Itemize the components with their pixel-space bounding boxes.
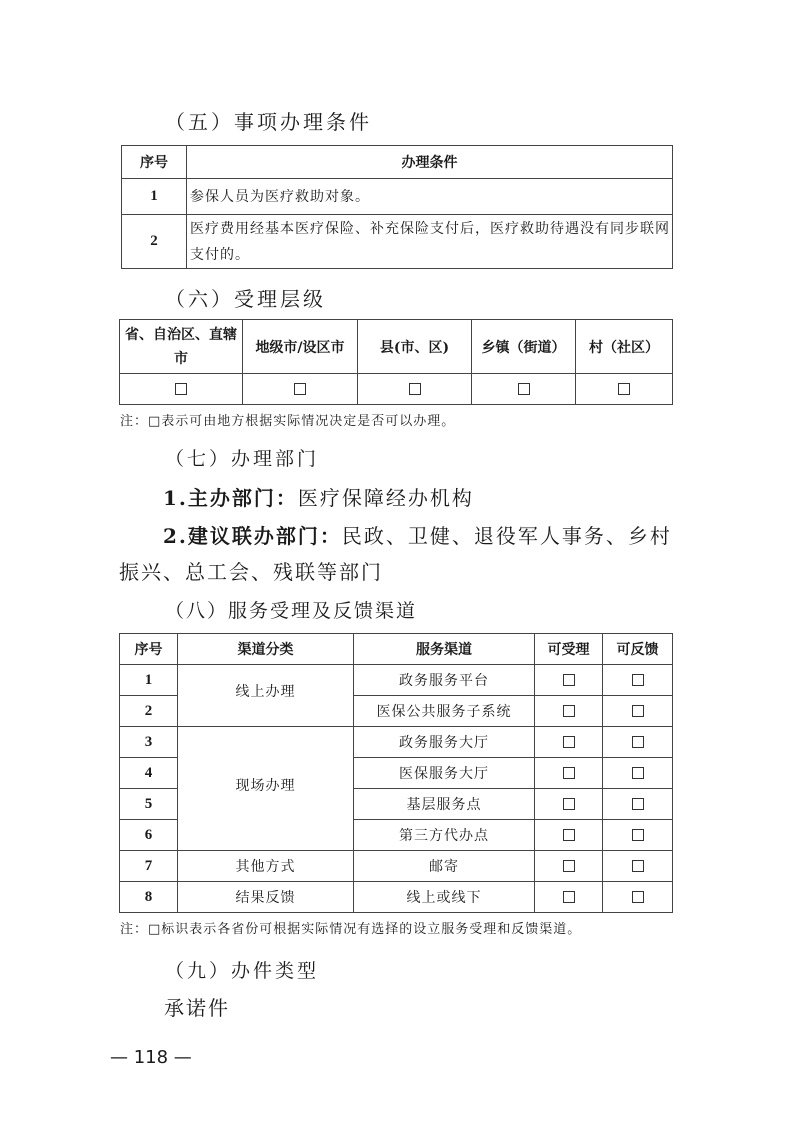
- empty-square-icon: [409, 383, 421, 395]
- main-department: [163, 482, 474, 511]
- col-header-channel: 服务渠道: [354, 634, 535, 665]
- empty-square-icon: [632, 705, 644, 717]
- joint-department-label: 2.建议联办部门：: [163, 524, 342, 548]
- empty-square-icon: [632, 829, 644, 841]
- table-row: [120, 882, 673, 913]
- row-no: 5: [120, 789, 178, 820]
- joint-department-value: 民政、卫健、退役军人事务、乡村振兴、总工会、残联等部门: [119, 524, 672, 584]
- col-header-feedback: 可反馈: [603, 634, 673, 665]
- row-no: 1: [122, 179, 187, 215]
- col-header-no: 序号: [120, 634, 178, 665]
- channel-cell: 基层服务点: [354, 789, 535, 820]
- channel-cell: 医保服务大厅: [354, 758, 535, 789]
- row-no: 7: [120, 851, 178, 882]
- joint-department: [119, 518, 679, 590]
- row-no: 8: [120, 882, 178, 913]
- condition-text: 参保人员为医疗救助对象。: [187, 179, 673, 215]
- empty-square-icon: [563, 860, 575, 872]
- level-header-city: 地级市/设区市: [243, 320, 358, 374]
- row-no: 1: [120, 665, 178, 696]
- empty-square-icon: [618, 383, 630, 395]
- channel-table: [119, 633, 673, 913]
- category-cell: 其他方式: [178, 851, 354, 882]
- table-row: [120, 851, 673, 882]
- table-row: [120, 727, 673, 758]
- section-heading-6: （六）受理层级: [165, 287, 326, 311]
- row-no: 6: [120, 820, 178, 851]
- category-cell: 现场办理: [178, 727, 354, 851]
- channel-note: 注：□标识表示各省份可根据实际情况有选择的设立服务受理和反馈渠道。: [120, 922, 582, 937]
- empty-square-icon: [632, 736, 644, 748]
- level-header-village: 村（社区）: [576, 320, 673, 374]
- channel-cell: 医保公共服务子系统: [354, 696, 535, 727]
- empty-square-icon: [294, 383, 306, 395]
- empty-square-icon: [563, 767, 575, 779]
- condition-text: 医疗费用经基本医疗保险、补充保险支付后，医疗救助待遇没有同步联网支付的。: [187, 215, 673, 269]
- channel-cell: 线上或线下: [354, 882, 535, 913]
- conditions-table: [121, 145, 673, 269]
- main-department-label: 1.主办部门：: [163, 486, 298, 510]
- row-no: 3: [120, 727, 178, 758]
- channel-cell: 政务服务平台: [354, 665, 535, 696]
- category-cell: 结果反馈: [178, 882, 354, 913]
- category-cell: 线上办理: [178, 665, 354, 727]
- level-header-county: 县(市、区): [358, 320, 472, 374]
- level-header-province: 省、自治区、直辖市: [120, 320, 243, 374]
- col-header-accept: 可受理: [535, 634, 603, 665]
- empty-square-icon: [632, 798, 644, 810]
- row-no: 2: [120, 696, 178, 727]
- row-no: 2: [122, 215, 187, 269]
- col-header-condition: 办理条件: [187, 146, 673, 179]
- level-header-town: 乡镇（街道）: [472, 320, 576, 374]
- main-department-value: 医疗保障经办机构: [297, 486, 474, 510]
- table-row: [120, 665, 673, 696]
- section-heading-5: （五）事项办理条件: [165, 110, 372, 134]
- empty-square-icon: [632, 860, 644, 872]
- empty-square-icon: [563, 891, 575, 903]
- empty-square-icon: [563, 674, 575, 686]
- table-row: [122, 179, 673, 215]
- empty-square-icon: [518, 383, 530, 395]
- channel-cell: 邮寄: [354, 851, 535, 882]
- channel-cell: 第三方代办点: [354, 820, 535, 851]
- empty-square-icon: [563, 829, 575, 841]
- empty-square-icon: [563, 798, 575, 810]
- page-number: — 118 —: [110, 1047, 192, 1068]
- channel-cell: 政务服务大厅: [354, 727, 535, 758]
- section-heading-9: （九）办件类型: [165, 960, 320, 982]
- row-no: 4: [120, 758, 178, 789]
- empty-square-icon: [632, 891, 644, 903]
- empty-square-icon: [632, 674, 644, 686]
- empty-square-icon: [563, 705, 575, 717]
- empty-square-icon: [632, 767, 644, 779]
- col-header-no: 序号: [122, 146, 187, 179]
- col-header-category: 渠道分类: [178, 634, 354, 665]
- level-note: 注：□表示可由地方根据实际情况决定是否可以办理。: [120, 414, 456, 429]
- section-heading-7: （七）办理部门: [165, 448, 320, 470]
- level-table: [119, 319, 673, 405]
- section-heading-8: （八）服务受理及反馈渠道: [165, 600, 418, 622]
- empty-square-icon: [175, 383, 187, 395]
- empty-square-icon: [563, 736, 575, 748]
- case-type: 承诺件: [164, 996, 230, 1020]
- table-row: [122, 215, 673, 269]
